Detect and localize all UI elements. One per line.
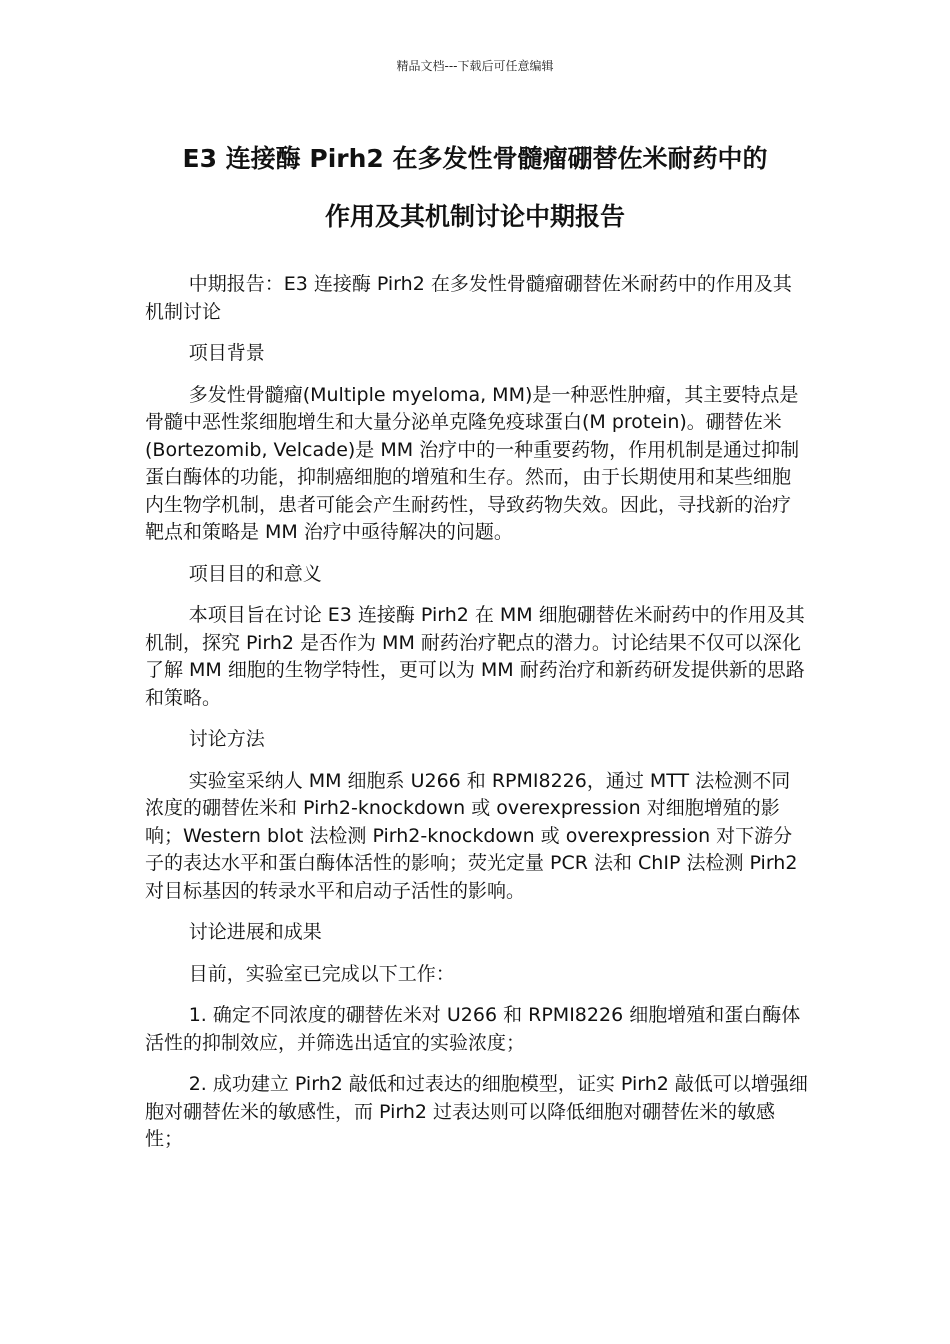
paragraph-progress-intro: 目前，实验室已完成以下工作： [188,962,455,985]
document-title [130,130,820,246]
intro-paragraph: 中期报告：E3 连接酶 Pirh2 在多发性骨髓瘤硼替佐米耐药中的作用及其机制讨论 [145,273,792,323]
header-note: 精品文档---下载后可任意编辑 [396,59,554,73]
section-heading-progress: 讨论进展和成果 [188,921,322,943]
paragraph-background: 多发性骨髓瘤(Multiple myeloma, MM)是一种恶性肿瘤，其主要特点是骨髓中恶性浆细胞增生和大量分泌单克隆免疫球蛋白(M protein)。硼替佐米(Bortezomib, Velcade)是 MM 治疗中的一种重要药物，作用机制是通过抑制蛋白酶体的功能，抑制癌细胞的增殖和生存。然而，由于长期使用和某些细胞内生物学机制，患者可能会产生耐药性，导致药物失效。因此，寻找新的治疗靶点和策略是 MM 治疗中亟待解决的问题。 [145,383,800,543]
title-line-1: E3 连接酶 Pirh2 在多发性骨髓瘤硼替佐米耐药中的 [182,144,768,173]
title-line-2: 作用及其机制讨论中期报告 [324,202,625,231]
document-body [145,271,809,1168]
section-heading-methods: 讨论方法 [188,728,265,750]
progress-item-1: 1. 确定不同浓度的硼替佐米对 U266 和 RPMI8226 细胞增殖和蛋白酶体活性的抑制效应，并筛选出适宜的实验浓度； [145,1004,801,1054]
section-heading-background: 项目背景 [188,342,265,364]
section-heading-purpose: 项目目的和意义 [188,562,322,585]
paragraph-methods: 实验室采纳人 MM 细胞系 U266 和 RPMI8226，通过 MTT 法检测不同浓度的硼替佐米和 Pirh2-knockdown 或 overexpression 对细胞增殖的影响；Western blot 法检测 Pirh2-knockdown 或 overexpression 对下游分子的表达水平和蛋白酶体活性的影响；荧光定量 PCR 法和 ChIP 法检测 Pirh2 对目标基因的转录水平和启动子活性的影响。 [145,769,798,902]
paragraph-purpose: 本项目旨在讨论 E3 连接酶 Pirh2 在 MM 细胞硼替佐米耐药中的作用及其机制，探究 Pirh2 是否作为 MM 耐药治疗靶点的潜力。讨论结果不仅可以深化了解 MM 细胞的生物学特性，更可以为 MM 耐药治疗和新药研发提供新的思路和策略。 [145,604,805,709]
progress-item-2: 2. 成功建立 Pirh2 敲低和过表达的细胞模型，证实 Pirh2 敲低可以增强细胞对硼替佐米的敏感性，而 Pirh2 过表达则可以降低细胞对硼替佐米的敏感性； [145,1073,808,1150]
